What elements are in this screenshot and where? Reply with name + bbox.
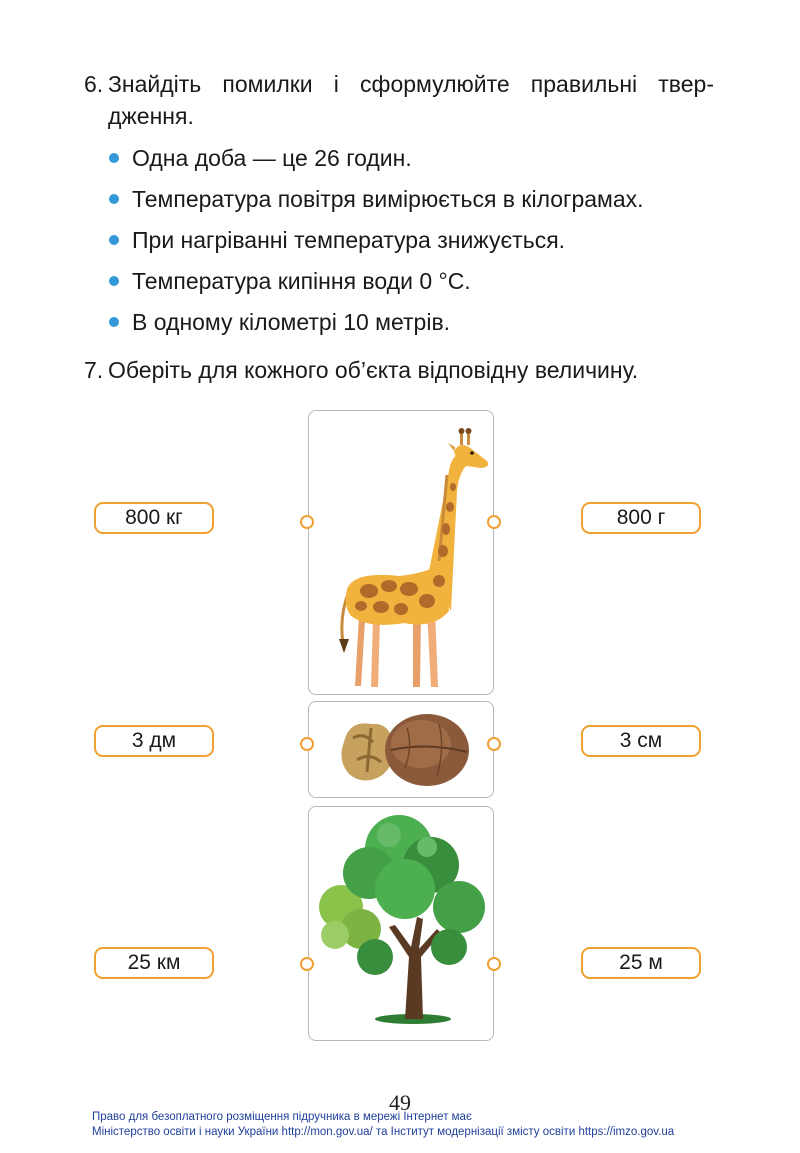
giraffe-icon: [309, 411, 492, 693]
page-number: 49: [389, 1090, 411, 1115]
footer-line-1: Право для безоплатного розміщення підручника в мережі Інтернет має: [92, 1111, 472, 1123]
statement-item: [108, 142, 714, 174]
bullet-icon: [109, 194, 119, 204]
giraffe-card: [308, 410, 494, 695]
walnut-icon: [309, 702, 492, 796]
giraffe-right-connector[interactable]: [487, 515, 501, 529]
task-7-number: 7.: [84, 357, 104, 383]
tree-icon: [309, 807, 492, 1039]
walnut-left-connector[interactable]: [300, 737, 314, 751]
statement-text: Температура повітря вимірюється в кілограмах.: [132, 186, 644, 212]
statement-text: В одному кілометрі 10 метрів.: [132, 309, 451, 335]
statement-text: Одна доба — це 26 годин.: [132, 145, 412, 171]
footer-line-2: Міністерство освіти і науки України http://mon.gov.ua/ та Інститут модернізації змісту освіти https://imzo.gov.ua: [92, 1126, 675, 1138]
option-25-km[interactable]: 25 км: [94, 947, 214, 979]
bullet-icon: [109, 153, 119, 163]
bullet-icon: [109, 235, 119, 245]
tree-card: [308, 806, 494, 1041]
option-800-g[interactable]: 800 г: [581, 502, 701, 534]
option-25-m[interactable]: 25 м: [581, 947, 701, 979]
bullet-icon: [109, 317, 119, 327]
statement-item: [108, 224, 714, 256]
walnut-card: [308, 701, 494, 798]
option-800-kg[interactable]: 800 кг: [94, 502, 214, 534]
option-3-dm[interactable]: 3 дм: [94, 725, 214, 757]
statement-item: [108, 265, 714, 297]
statement-list: [84, 142, 714, 338]
walnut-right-connector[interactable]: [487, 737, 501, 751]
giraffe-left-connector[interactable]: [300, 515, 314, 529]
bullet-icon: [109, 276, 119, 286]
task-7-text: Оберіть для кожного об’єкта відповідну величину.: [108, 357, 639, 383]
statement-text: При нагріванні температура знижується.: [132, 227, 566, 253]
task-6-text: Знайдіть помилки і сформулюйте правильні твер-: [108, 71, 714, 97]
tree-right-connector[interactable]: [487, 957, 501, 971]
task-6-line-2: дження.: [108, 103, 194, 129]
statement-item: [108, 306, 714, 338]
tree-left-connector[interactable]: [300, 957, 314, 971]
statement-text: Температура кипіння води 0 °С.: [132, 268, 471, 294]
task-6: [84, 68, 714, 347]
option-3-cm[interactable]: 3 см: [581, 725, 701, 757]
task-6-line-1: [84, 68, 714, 100]
task-6-number: 6.: [84, 71, 104, 97]
task-7: [84, 354, 638, 386]
statement-item: [108, 183, 714, 215]
